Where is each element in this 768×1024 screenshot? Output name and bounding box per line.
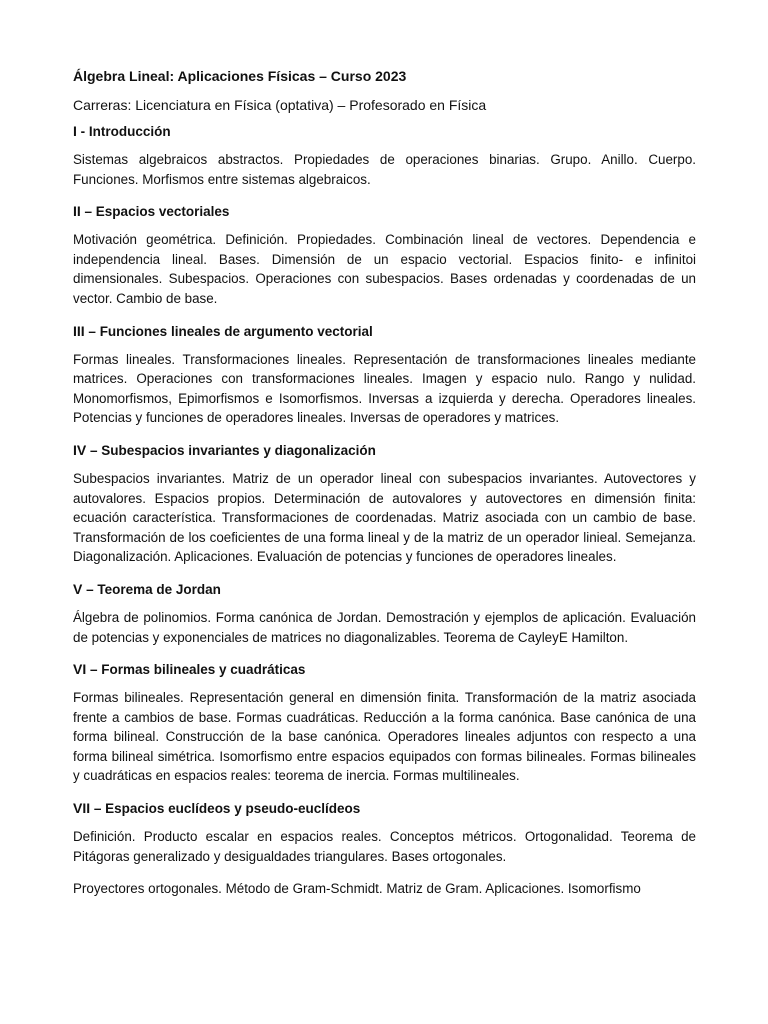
section-separator: - [76,124,89,139]
section-separator: – [86,662,102,678]
section-paragraph: Formas lineales. Transformaciones lineales. Representación de transformaciones lineales mediante matrices. Operaciones con transformaciones lineales. Imagen y espacio nulo. Rango y nulidad. Monomorfismos, Epimorfismos e Isomorfismos. Inversas a izquierda y derecha. Operadores lineales. Potencias y funciones de operadores lineales. Inversas de operadores y matrices. [73,351,696,426]
section-4 [73,441,696,567]
document-title: Álgebra Lineal: Aplicaciones Físicas – Curso 2023 [73,68,407,84]
section-number: III [73,322,85,339]
section-separator: – [86,442,102,458]
section-1 [73,122,696,189]
section-heading [73,202,696,221]
section-title: Introducción [88,124,171,139]
section-separator: – [84,323,100,339]
section-number: V [73,580,83,597]
section-2 [73,202,696,308]
section-separator: – [82,581,98,597]
section-title: Subespacios invariantes y diagonalización [101,442,376,458]
section-paragraph: Motivación geométrica. Definición. Propiedades. Combinación lineal de vectores. Dependencia e independencia lineal. Bases. Dimensión de un espacio vectorial. Espacios finito- e infinitoi dimensionales. Subespacios. Operaciones con subespacios. Bases ordenadas y coordenadas de un vector. Cambio de base. [73,232,696,306]
section-separator: – [90,801,106,817]
section-paragraph: Formas bilineales. Representación general en dimensión finita. Transformación de la matriz asociada frente a cambios de base. Formas cuadráticas. Reducción a la forma canónica. Base canónica de una forma bilineal. Construcción de la base canónica. Operadores lineales adjuntos con respecto a una forma bilineal simétrica. Isomorfismo entre espacios equipados con formas bilineales. Formas bilineales y cuadráticas en espacios reales: teorema de inercia. Formas multilineales. [73,690,696,784]
section-paragraph: Álgebra de polinomios. Forma canónica de Jordan. Demostración y ejemplos de aplicación. Evaluación de potencias y exponenciales de matrices no diagonalizables. Teorema de CayleyE Hamilton. [73,609,696,645]
section-paragraph: Definición. Producto escalar en espacios reales. Conceptos métricos. Ortogonalidad. Teorema de Pitágoras generalizado y desigualdades triangulares. Bases ortogonales. [73,829,696,864]
section-title: Espacios euclídeos y pseudo-euclídeos [105,801,361,817]
section-heading [73,580,696,599]
section-5 [73,580,696,647]
section-paragraph: Proyectores ortogonales. Método de Gram-Schmidt. Matriz de Gram. Aplicaciones. Isomorfismo [73,881,641,897]
section-paragraph: Subespacios invariantes. Matriz de un operador lineal con subespacios invariantes. Autovectores y autovalores. Espacios propios. Determinación de autovalores y autovectores en dimensión finita: ecuación característica. Transformaciones de coordenadas. Matriz asociada con un cambio de base. Transformación de los coeficientes de una forma lineal y de la matriz de un operador linieal. Semejanza. Diagonalización. Aplicaciones. Evaluación de potencias y funciones de operadores lineales. [73,470,696,565]
section-number: VI [73,661,87,678]
section-title: Formas bilineales y cuadráticas [101,662,306,678]
section-title: Espacios vectoriales [95,204,230,220]
section-number: IV [73,441,87,458]
syllabus-sections [73,122,696,899]
document-subtitle: Carreras: Licenciatura en Física (optativa) – Profesorado en Física [73,97,487,113]
section-number: II [73,203,81,220]
section-heading [73,322,696,341]
section-heading [73,441,696,460]
section-number: VII [73,800,91,817]
section-3 [73,322,696,428]
section-heading [73,660,696,679]
section-heading [73,122,696,141]
section-7 [73,799,696,899]
section-6 [73,660,696,786]
section-separator: – [80,204,96,220]
section-number: I [73,123,77,139]
section-heading [73,799,696,818]
section-title: Teorema de Jordan [97,581,221,597]
section-title: Funciones lineales de argumento vectorial [99,323,373,339]
section-paragraph: Sistemas algebraicos abstractos. Propiedades de operaciones binarias. Grupo. Anillo. Cuerpo. Funciones. Morfismos entre sistemas algebraicos. [73,152,696,187]
